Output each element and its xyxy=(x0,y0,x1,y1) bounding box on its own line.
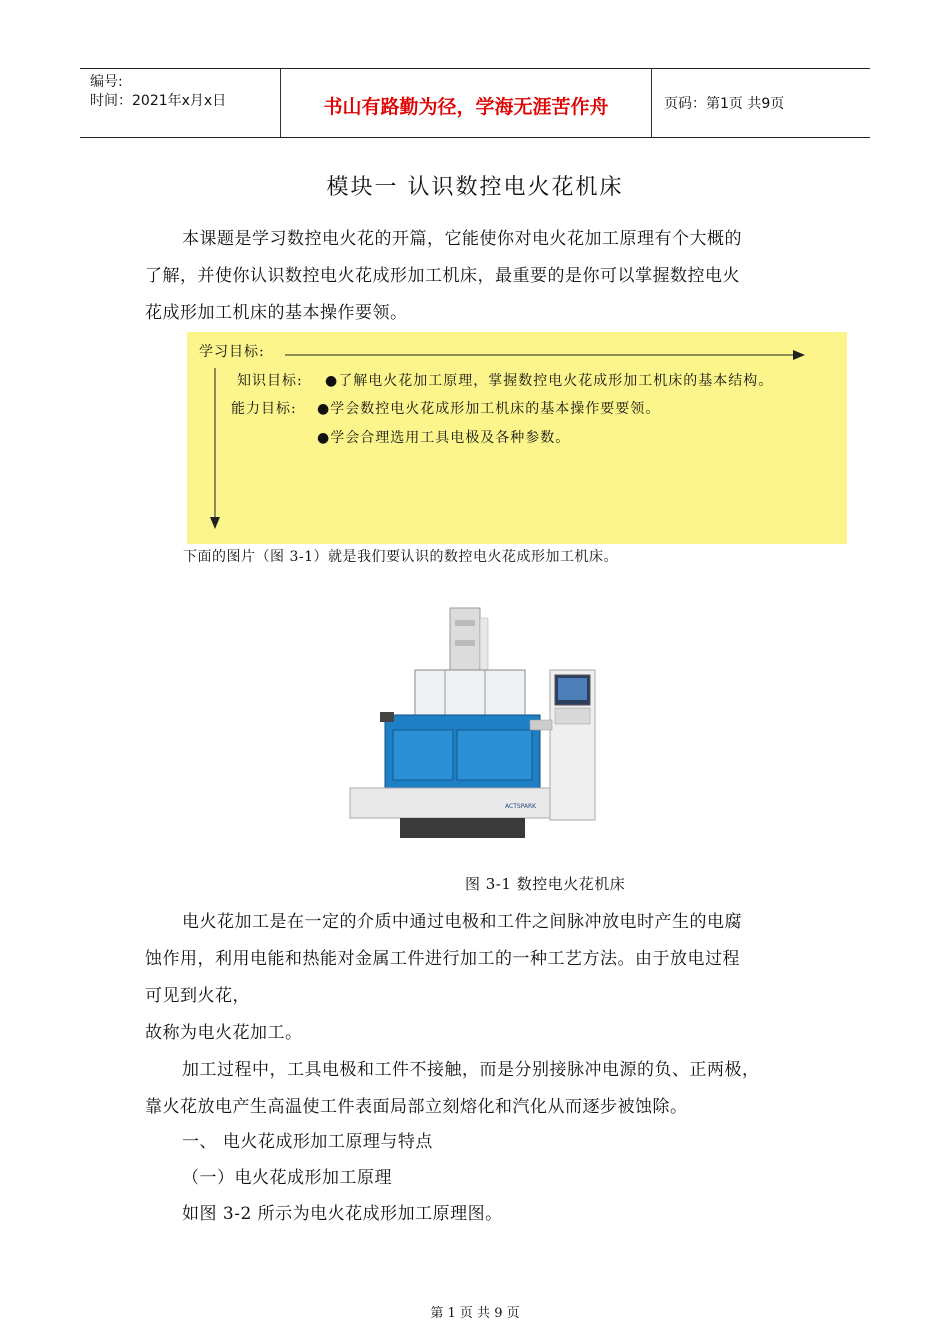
p2-line-2: 靠火花放电产生高温使工件表面局部立刻熔化和汽化从而逐步被蚀除。 xyxy=(145,1097,688,1117)
p1-tail: 故称为电火花加工。 xyxy=(145,1023,303,1043)
ability-label: 能力目标: xyxy=(231,401,297,417)
edm-machine-image xyxy=(345,600,610,840)
ability-item-1: ●学会数控电火花成形加工机床的基本操作要要领。 xyxy=(317,401,661,417)
p3: 如图 3-2 所示为电火花成形加工原理图。 xyxy=(182,1204,503,1224)
header-motto-cell xyxy=(281,69,652,137)
knowledge-label: 知识目标: xyxy=(237,373,303,389)
time-label: 时间：2021年x月x日 xyxy=(90,93,227,109)
section-heading: 一、 电火花成形加工原理与特点 xyxy=(182,1132,433,1152)
figure-caption: 图 3-1 数控电火花机床 xyxy=(465,875,626,893)
intro-line-1: 本课题是学习数控电火花的开篇，它能使你对电火花加工原理有个大概的 xyxy=(182,229,742,249)
header-meta xyxy=(80,69,281,137)
p2-line-1: 加工过程中，工具电极和工件不接触，而是分别接脉冲电源的负、正两极， xyxy=(182,1060,760,1080)
document-header xyxy=(80,68,870,138)
number-label: 编号: xyxy=(90,74,123,90)
objectives-heading: 学习目标: xyxy=(199,344,265,360)
subsection-heading: （一）电火花成形加工原理 xyxy=(182,1168,392,1188)
ability-item-2: ●学会合理选用工具电极及各种参数。 xyxy=(317,430,571,446)
p1-line-2: 蚀作用，利用电能和热能对金属工件进行加工的一种工艺方法。由于放电过程 xyxy=(145,949,740,969)
intro-line-3: 花成形加工机床的基本操作要领。 xyxy=(145,303,408,323)
machine-brand: ACTSPARK xyxy=(505,803,537,810)
objectives-box xyxy=(187,332,847,544)
figure-intro: 下面的图片（图 3-1）就是我们要认识的数控电火花成形加工机床。 xyxy=(183,549,618,565)
page-footer: 第 1 页 共 9 页 xyxy=(430,1306,520,1321)
page-title: 模块一 认识数控电火花机床 xyxy=(326,175,624,200)
page-code: 页码：第1页 共9页 xyxy=(664,96,785,112)
p1-line-1: 电火花加工是在一定的介质中通过电极和工件之间脉冲放电时产生的电腐 xyxy=(182,912,742,932)
p1-line-3: 可见到火花， xyxy=(145,986,250,1006)
intro-line-2: 了解，并使你认识数控电火花成形加工机床，最重要的是你可以掌握数控电火 xyxy=(145,266,740,286)
knowledge-item: ●了解电火花加工原理，掌握数控电火花成形加工机床的基本结构。 xyxy=(325,373,774,389)
motto: 书山有路勤为径，学海无涯苦作舟 xyxy=(323,95,609,118)
